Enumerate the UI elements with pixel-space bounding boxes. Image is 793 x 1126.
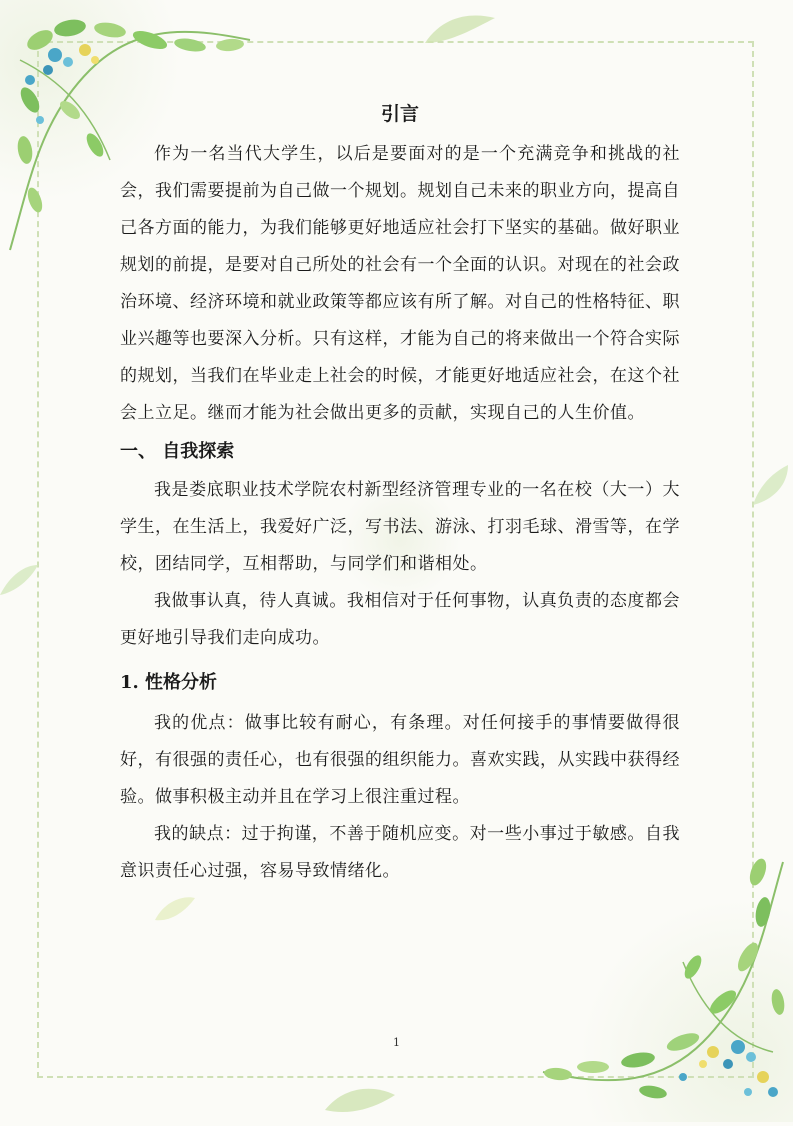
bottom-right-leaf-decoration-icon: [533, 852, 793, 1122]
self-exploration-paragraph-2: 我做事认真，待人真诚。我相信对于任何事物，认真负责的态度都会更好地引导我们走向成功。: [120, 591, 680, 648]
intro-paragraph: 作为一名当代大学生，以后是要面对的是一个充满竞争和挑战的社会，我们需要提前为自己做一个规划。规划自己未来的职业方向，提高自己各方面的能力，为我们能够更好地适应社会打下坚实的基础。做好职业规划的前提，是要对自己所处的社会有一个全面的认识。对现在的社会政治环境、经济环境和就业政策等都应该有所了解。对自己的性格特征、职业兴趣等也要深入分析。只有这样，才能为自己的将来做出一个符合实际的规划，当我们在毕业走上社会的时候，才能更好地适应社会，在这个社会上立足。继而才能为社会做出更多的贡献，实现自己的人生价值。: [120, 144, 680, 423]
document-title: 引言: [380, 103, 419, 125]
section-heading-self-exploration: 一、 自我探索: [120, 441, 235, 462]
top-center-leaf-icon: [420, 8, 500, 48]
bottom-left-leaf-icon: [150, 890, 200, 930]
document-body: [120, 96, 680, 890]
self-exploration-paragraph-1: 我是娄底职业技术学院农村新型经济管理专业的一名在校（大一）大学生，在生活上，我爱好广泛，写书法、游泳、打羽毛球、滑雪等，在学校，团结同学，互相帮助，与同学们和谐相处。: [120, 480, 680, 574]
right-side-leaf-icon: [748, 460, 793, 510]
strengths-paragraph: 我的优点：做事比较有耐心，有条理。对任何接手的事情要做得很好，有很强的责任心，也有很强的组织能力。喜欢实践，从实践中获得经验。做事积极主动并且在学习上很注重过程。: [120, 713, 680, 807]
weaknesses-paragraph: 我的缺点：过于拘谨，不善于随机应变。对一些小事过于敏感。自我意识责任心过强，容易导致情绪化。: [120, 824, 680, 881]
subsection-heading-personality-analysis: 1. 性格分析: [120, 672, 218, 693]
page-number: 1: [393, 1036, 400, 1049]
left-side-leaf-icon: [0, 560, 40, 600]
bottom-center-leaf-icon: [320, 1080, 400, 1120]
